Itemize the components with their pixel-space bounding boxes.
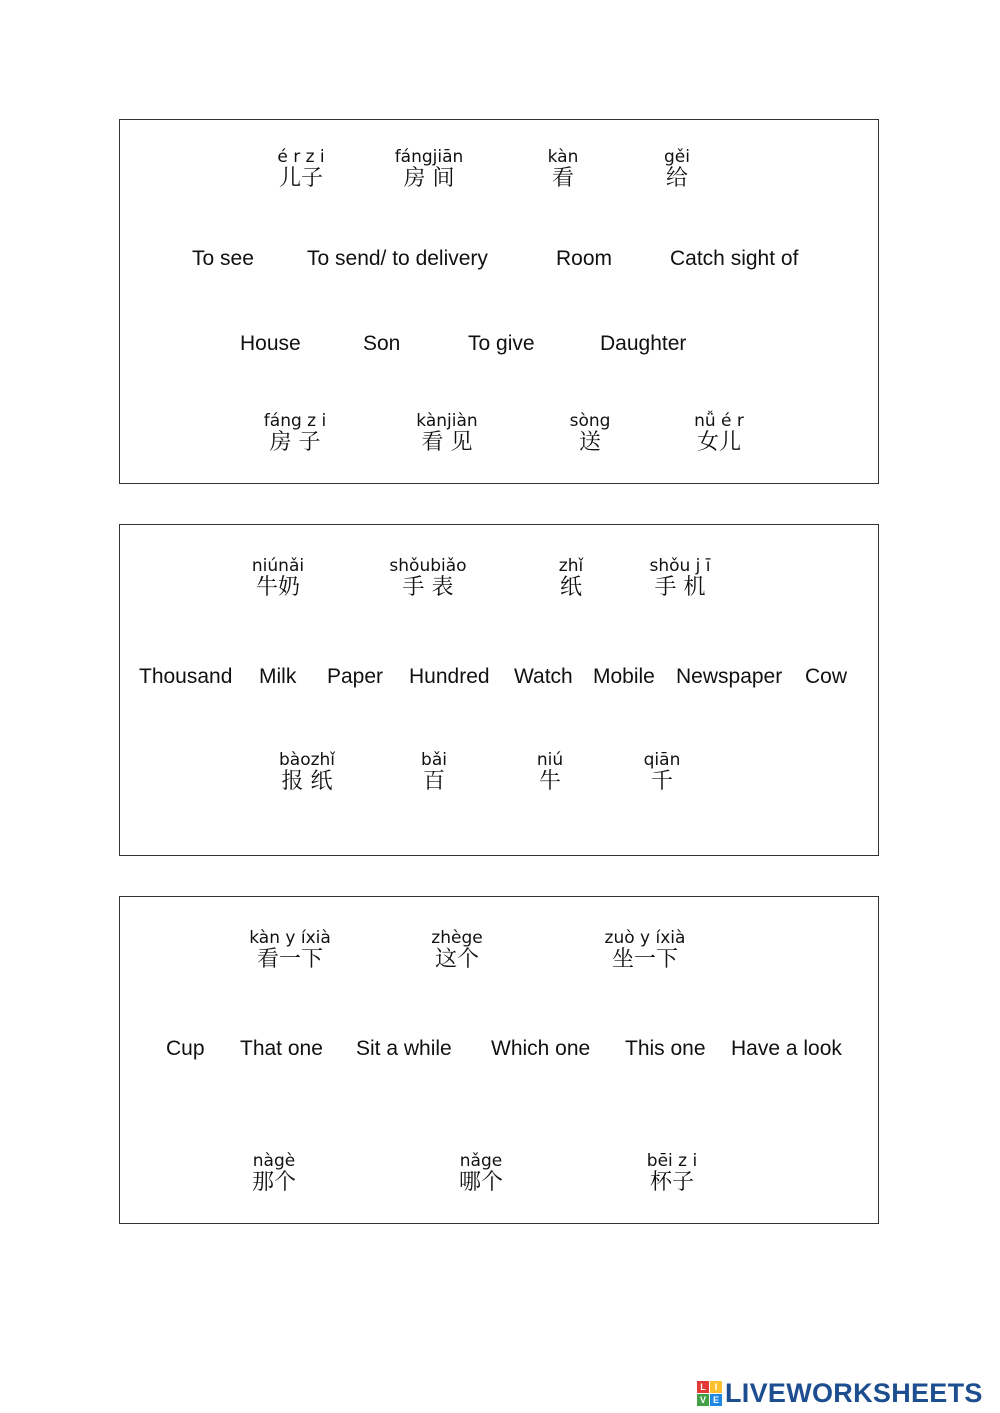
pinyin: zuò y íxià bbox=[604, 928, 686, 948]
word-card[interactable] bbox=[252, 557, 304, 600]
english-word[interactable]: Which one bbox=[491, 1037, 591, 1060]
pinyin: sòng bbox=[569, 411, 611, 431]
word-card[interactable] bbox=[279, 751, 335, 794]
english-word[interactable]: To give bbox=[468, 332, 535, 355]
hanzi: 儿子 bbox=[278, 166, 323, 191]
english-word[interactable]: Cow bbox=[805, 665, 848, 688]
word-card[interactable] bbox=[249, 929, 331, 972]
word-card[interactable] bbox=[421, 751, 447, 794]
pinyin: fáng z i bbox=[263, 411, 327, 431]
word-card[interactable] bbox=[647, 1152, 697, 1195]
pinyin: qiān bbox=[643, 750, 681, 770]
hanzi: 这个 bbox=[434, 947, 480, 972]
english-word[interactable]: To see bbox=[192, 247, 254, 270]
word-card[interactable] bbox=[277, 148, 324, 191]
hanzi: 千 bbox=[650, 769, 673, 794]
pinyin: kàn bbox=[547, 147, 579, 167]
english-word[interactable]: Cup bbox=[166, 1037, 205, 1060]
pinyin: bēi z i bbox=[646, 1151, 698, 1171]
word-card[interactable] bbox=[664, 148, 690, 191]
word-card[interactable] bbox=[252, 1152, 296, 1195]
hanzi: 牛 bbox=[538, 769, 561, 794]
pinyin: shǒubiǎo bbox=[389, 556, 467, 576]
hanzi: 纸 bbox=[559, 575, 583, 600]
word-card[interactable] bbox=[644, 751, 681, 794]
logo-mark-letter: L bbox=[697, 1381, 709, 1393]
pinyin: bàozhǐ bbox=[278, 750, 336, 770]
english-word[interactable]: Have a look bbox=[731, 1037, 842, 1060]
pinyin: gěi bbox=[664, 147, 690, 167]
hanzi: 哪个 bbox=[458, 1170, 504, 1195]
word-card[interactable] bbox=[416, 412, 477, 455]
pinyin: nǎge bbox=[459, 1151, 503, 1171]
english-word[interactable]: Hundred bbox=[409, 665, 490, 688]
logo-mark-icon bbox=[697, 1381, 722, 1406]
pinyin: shǒu j ī bbox=[649, 556, 711, 576]
pinyin: niúnǎi bbox=[251, 556, 305, 576]
pinyin: niú bbox=[536, 750, 564, 770]
pinyin: zhège bbox=[431, 928, 483, 948]
pinyin: nàgè bbox=[252, 1151, 296, 1171]
hanzi: 房 间 bbox=[403, 166, 455, 191]
english-word[interactable]: Thousand bbox=[139, 665, 233, 688]
logo-mark-letter: I bbox=[710, 1381, 722, 1393]
english-word[interactable]: Milk bbox=[259, 665, 297, 688]
pinyin: fángjiān bbox=[394, 147, 464, 167]
pinyin: kànjiàn bbox=[416, 411, 478, 431]
liveworksheets-logo bbox=[697, 1378, 983, 1408]
word-card[interactable] bbox=[395, 148, 464, 191]
english-word[interactable]: This one bbox=[625, 1037, 706, 1060]
english-word[interactable]: Paper bbox=[327, 665, 384, 688]
hanzi: 杯子 bbox=[649, 1170, 694, 1195]
english-word[interactable]: Room bbox=[556, 247, 613, 270]
english-word[interactable]: To send/ to delivery bbox=[307, 247, 488, 270]
word-card[interactable] bbox=[431, 929, 482, 972]
hanzi: 那个 bbox=[251, 1170, 297, 1195]
hanzi: 给 bbox=[665, 166, 689, 191]
hanzi: 看 bbox=[551, 166, 574, 191]
word-card[interactable] bbox=[649, 557, 710, 600]
pinyin: zhǐ bbox=[558, 556, 584, 576]
english-word[interactable]: Sit a while bbox=[356, 1037, 452, 1060]
english-word[interactable]: That one bbox=[240, 1037, 323, 1060]
word-card[interactable] bbox=[570, 412, 611, 455]
hanzi: 坐一下 bbox=[611, 947, 678, 972]
word-card[interactable] bbox=[548, 148, 579, 191]
logo-mark-letter: E bbox=[710, 1394, 722, 1406]
word-card[interactable] bbox=[459, 1152, 503, 1195]
hanzi: 手 机 bbox=[654, 575, 706, 600]
hanzi: 看 见 bbox=[421, 430, 473, 455]
hanzi: 百 bbox=[422, 769, 445, 794]
english-word[interactable]: Mobile bbox=[593, 665, 655, 688]
pinyin: nǚ é r bbox=[694, 411, 744, 431]
word-card[interactable] bbox=[537, 751, 563, 794]
logo-mark-letter: V bbox=[697, 1394, 709, 1406]
vocab-box-2 bbox=[119, 524, 879, 856]
english-word[interactable]: House bbox=[240, 332, 301, 355]
hanzi: 房 子 bbox=[269, 430, 321, 455]
pinyin: kàn y íxià bbox=[249, 928, 331, 948]
hanzi: 女儿 bbox=[696, 430, 741, 455]
hanzi: 牛奶 bbox=[255, 575, 300, 600]
hanzi: 报 纸 bbox=[281, 769, 333, 794]
logo-text: LIVEWORKSHEETS bbox=[725, 1377, 983, 1408]
word-card[interactable] bbox=[694, 412, 744, 455]
english-word[interactable]: Daughter bbox=[600, 332, 687, 355]
english-word[interactable]: Newspaper bbox=[676, 665, 783, 688]
hanzi: 送 bbox=[578, 430, 602, 455]
english-word[interactable]: Catch sight of bbox=[670, 247, 799, 270]
word-card[interactable] bbox=[264, 412, 326, 455]
vocab-box-3 bbox=[119, 896, 879, 1224]
english-word[interactable]: Son bbox=[363, 332, 401, 355]
pinyin: bǎi bbox=[421, 750, 447, 770]
pinyin: é r z i bbox=[277, 147, 325, 167]
hanzi: 手 表 bbox=[402, 575, 454, 600]
word-card[interactable] bbox=[389, 557, 466, 600]
hanzi: 看一下 bbox=[256, 947, 323, 972]
english-word[interactable]: Watch bbox=[514, 665, 573, 688]
word-card[interactable] bbox=[605, 929, 686, 972]
word-card[interactable] bbox=[559, 557, 583, 600]
vocab-box-1 bbox=[119, 119, 879, 484]
